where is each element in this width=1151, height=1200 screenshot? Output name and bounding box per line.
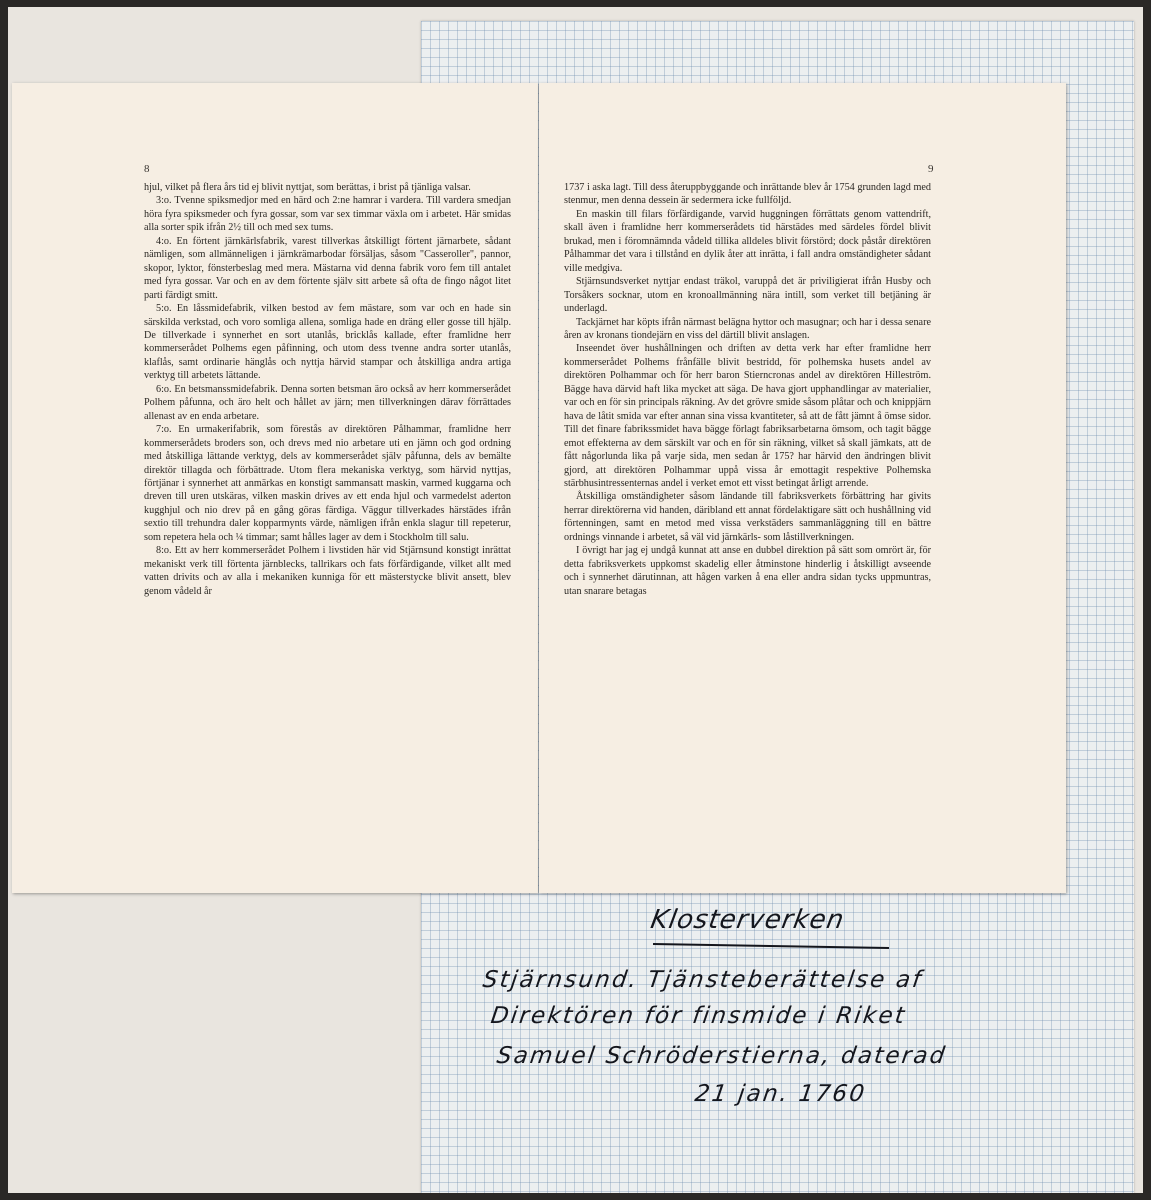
paragraph: En maskin till filars förfärdigande, varvid huggningen förrättats genom vattendrift, skall även i framlidne herr kommerserådets tid härstädes med särdeles fördel blivit brukad, men i föromnämnda vådeld tillika alldeles blivit förstörd; dock påstår direktören Pålhammar det vara i tillstånd en dylik åter att inrätta, i fall andra omständigheter sådant ville medgiva. (564, 208, 931, 274)
handwritten-annotation (421, 887, 1134, 1187)
book-page-right (539, 83, 1066, 893)
paragraph: Inseendet över hushållningen och driften av detta verk har efter framlidne herr kommerserådet Polhems frånfälle blivit bestridd, för polhemska husets andel av direktören Polhammar och för herr baron Stierncronas andel av direktören Hilleström. Bägge hava därvid haft lika mycket att säga. De hava gjort upphandlingar av materialier, var och en för sin principals räkning. Av det grövre smide såsom plåtar och och knippjärn hava de låtit smida var efter annan sina vissa kvantiteter, så att de fått jämnt å ömse sidor. Till det finare fabrikssmidet hava bägge förlagt fabriksarbetarna ömsom, och tagit bägge emot effekterna av dem särskilt var och en för sin räkning, vilket så skall jämkats, att de fått någorlunda lika på varje sida, men sedan år 175? har härvid den ändringen blivit gjord, att direktören Polhammar uppå vissa år emottagit respektive Polhemska stärbhusintressenternas andel i verket emot ett visst betingat årligt arrende. (564, 343, 931, 489)
handwritten-date: 21 jan. 1760 (693, 1081, 869, 1107)
handwritten-line: Direktören för finsmide i Riket (489, 1003, 909, 1029)
paragraph: 4:o. En förtent järnkärlsfabrik, varest tillverkas åtskilligt förtent järnarbete, sådant nämligen, som allmänneligen i järnkrämarbodar försäljas, såsom "Casseroller", pannor, skopor, lyktor, fönsterbeslag med mera. Mästarna vid denna fabrik voro fem till antalet med fyra gossar. Var och en av dem förtente själv sitt arbete så ofta de fingo något litet parti färdigt smitt. (144, 235, 511, 301)
page-number-left: 8 (144, 163, 150, 175)
handwritten-title: Klosterverken (648, 905, 847, 935)
handwritten-line: Samuel Schröderstierna, daterad (495, 1043, 949, 1069)
handwritten-line: Stjärnsund. Tjänsteberättelse af (481, 967, 925, 993)
paragraph: 5:o. En låssmidefabrik, vilken bestod av fem mästare, som var och en hade sin särskilda verkstad, och voro somliga allena, somliga hade en dräng eller gosse till hjälp. De tillverkade i synnerhet en sort utanlås, bricklås kallade, efter framlidne herr kommerserådet Polhems egen påfinning, och utom dess tvenne andra sorter utanlås, klaflås, samt ordinarie hänglås och nyttja härvid stampar och åtskilliga andra artiga verktyg till arbetets lättande. (144, 303, 511, 382)
paragraph: 3:o. Tvenne spiksmedjor med en härd och 2:ne hamrar i vardera. Till vardera smedjan höra fyra spiksmeder och fyra gossar, som var sex timmar växla om i arbetet. Här smidas alla sorter spik ifrån 2½ till och med sex tums. (144, 195, 511, 234)
paragraph: 7:o. En urmakerifabrik, som förestås av direktören Pålhammar, framlidne herr kommerserådets broders son, och drevs med nio arbetare uti en jämn och god ordning med åtskilliga lättande verktyg, dels av kommerserådet själv påfunna, dels av bemälte direktör tillagda och förbättrade. Utom flera mekaniska verktyg, som härvid nyttjas, förtjänar i synnerhet att anmärkas en konstigt sammansatt maskin, varmed kuggarna och dreven till uren utskäras, vilken maskin drives av ett enda hjul och varmedelst aderton kugghjul och nio drev på en gång göras färdiga. Väggur tillverkades härstädes ifrån sextio till trehundra daler kopparmynts värde, nämligen ifrån enkla slagur till repeterur, som repetera hela och ¼ timmar; samt hålles lager av dem i Stockholm till salu. (144, 424, 511, 543)
title-underline (653, 943, 889, 949)
paragraph: Stjärnsundsverket nyttjar endast träkol, varuppå det är priviligierat ifrån Husby och Torsåkers socknar, utom en kronoallmänning nära intill, som verket till betjäning är underlagd. (564, 276, 931, 315)
page-number-right: 9 (928, 163, 934, 175)
paragraph: Tackjärnet har köpts ifrån närmast belägna hyttor och masugnar; och har i dessa senare åren av kronans tiondejärn en viss del därtill blivit anslagen. (564, 316, 931, 341)
book-page-left (12, 83, 538, 893)
page-text-right (564, 181, 931, 598)
paragraph: 6:o. En betsmanssmidefabrik. Denna sorten betsman äro också av herr kommerserådet Polhem påfunna, och äro helt och hållet av järn; men tillverkningen därav förrättades allenast av en enda arbetare. (144, 383, 511, 422)
paragraph: 8:o. Ett av herr kommerserådet Polhem i livstiden här vid Stjärnsund konstigt inrättat mekaniskt verk till förtenta järnblecks, tallrikars och fats förfärdigande, vilket allt med vatten drivits och av alla i mekaniken kunniga för ett mästerstycke blivit ansett, blev genom vådeld år (144, 545, 511, 597)
paragraph: I övrigt har jag ej undgå kunnat att anse en dubbel direktion på sätt som omrört är, för detta fabriksverkets uppkomst skadelig eller åtminstone hinderlig i åtskilligt avseende och i synnerhet därutinnan, att hågen varken å ena eller andra sidan tycks uppmuntras, utan snarare betagas (564, 545, 931, 597)
paragraph: 1737 i aska lagt. Till dess återuppbyggande och inrättande blev år 1754 grunden lagd med stenmur, men denna dessein är sedermera icke fullföljd. (564, 182, 931, 207)
scanned-document (8, 7, 1143, 1193)
page-text-left (144, 181, 511, 598)
paragraph: Åtskilliga omständigheter såsom ländande till fabriksverkets förbättring har givits herrar direktörerna vid handen, däribland ett annat fördelaktigare sätt och hushållning vid förtenningen, samt en metod med vissa verkstäders sammanläggning till en bättre ordnings vinnande i arbetet, så väl vid järnkärls- som låstillverkningen. (564, 491, 931, 543)
paragraph: hjul, vilket på flera års tid ej blivit nyttjat, som berättas, i brist på tjänliga valsar. (144, 182, 471, 193)
